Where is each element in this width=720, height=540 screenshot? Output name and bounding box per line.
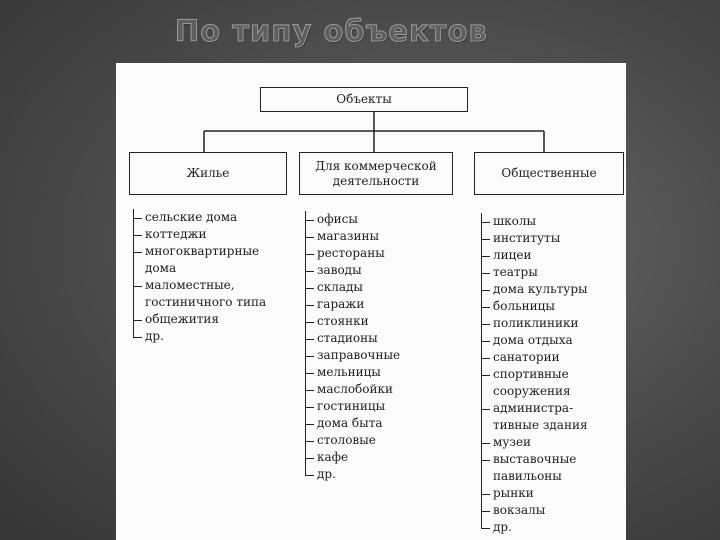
list-commercial <box>305 211 400 483</box>
root-box <box>260 87 468 112</box>
list-item: выставочные <box>481 451 588 468</box>
list-public <box>481 213 588 536</box>
list-item: мельницы <box>305 364 400 381</box>
list-item: др. <box>305 466 400 483</box>
list-item: тивные здания <box>493 418 588 432</box>
list-item: дома <box>145 261 177 275</box>
list-item: музеи <box>481 434 588 451</box>
list-housing <box>133 209 266 345</box>
list-item: вокзалы <box>481 502 588 519</box>
list-item: администра- <box>481 400 588 417</box>
list-item: офисы <box>305 211 400 228</box>
list-item: маломестные, <box>133 277 266 294</box>
list-item: дома культуры <box>481 281 588 298</box>
list-item: спортивные <box>481 366 588 383</box>
list-item: магазины <box>305 228 400 245</box>
list-item: институты <box>481 230 588 247</box>
list-item: лицеи <box>481 247 588 264</box>
list-item: склады <box>305 279 400 296</box>
list-item: заводы <box>305 262 400 279</box>
root-label: Объекты <box>336 92 392 106</box>
list-item: заправочные <box>305 347 400 364</box>
list-item: театры <box>481 264 588 281</box>
list-item: гостиницы <box>305 398 400 415</box>
list-item: многоквартирные <box>133 243 266 260</box>
list-item: поликлиники <box>481 315 588 332</box>
list-item: др. <box>481 519 588 536</box>
list-item: рынки <box>481 485 588 502</box>
list-item: гаражи <box>305 296 400 313</box>
list-item: сооружения <box>493 384 571 398</box>
list-item: коттеджи <box>133 226 266 243</box>
list-item: др. <box>133 328 266 345</box>
list-item: санатории <box>481 349 588 366</box>
list-item: маслобойки <box>305 381 400 398</box>
list-item: стоянки <box>305 313 400 330</box>
list-item: кафе <box>305 449 400 466</box>
category-label-commercial: Для коммерческой деятельности <box>315 158 437 188</box>
slide-title: По типу объектов <box>175 14 488 48</box>
category-box-public <box>474 152 624 195</box>
diagram-scan <box>116 63 626 540</box>
list-item: общежития <box>133 311 266 328</box>
category-label-housing: Жилье <box>186 166 230 180</box>
list-item: больницы <box>481 298 588 315</box>
list-item: дома быта <box>305 415 400 432</box>
list-item: школы <box>481 213 588 230</box>
category-box-commercial <box>299 152 453 195</box>
list-item: столовые <box>305 432 400 449</box>
list-item: дома отдыха <box>481 332 588 349</box>
category-label-public: Общественные <box>501 166 597 180</box>
list-item: стадионы <box>305 330 400 347</box>
list-item: рестораны <box>305 245 400 262</box>
list-item: сельские дома <box>133 209 266 226</box>
category-box-housing <box>129 152 287 195</box>
list-item: павильоны <box>493 469 562 483</box>
list-item: гостиничного типа <box>145 295 267 309</box>
